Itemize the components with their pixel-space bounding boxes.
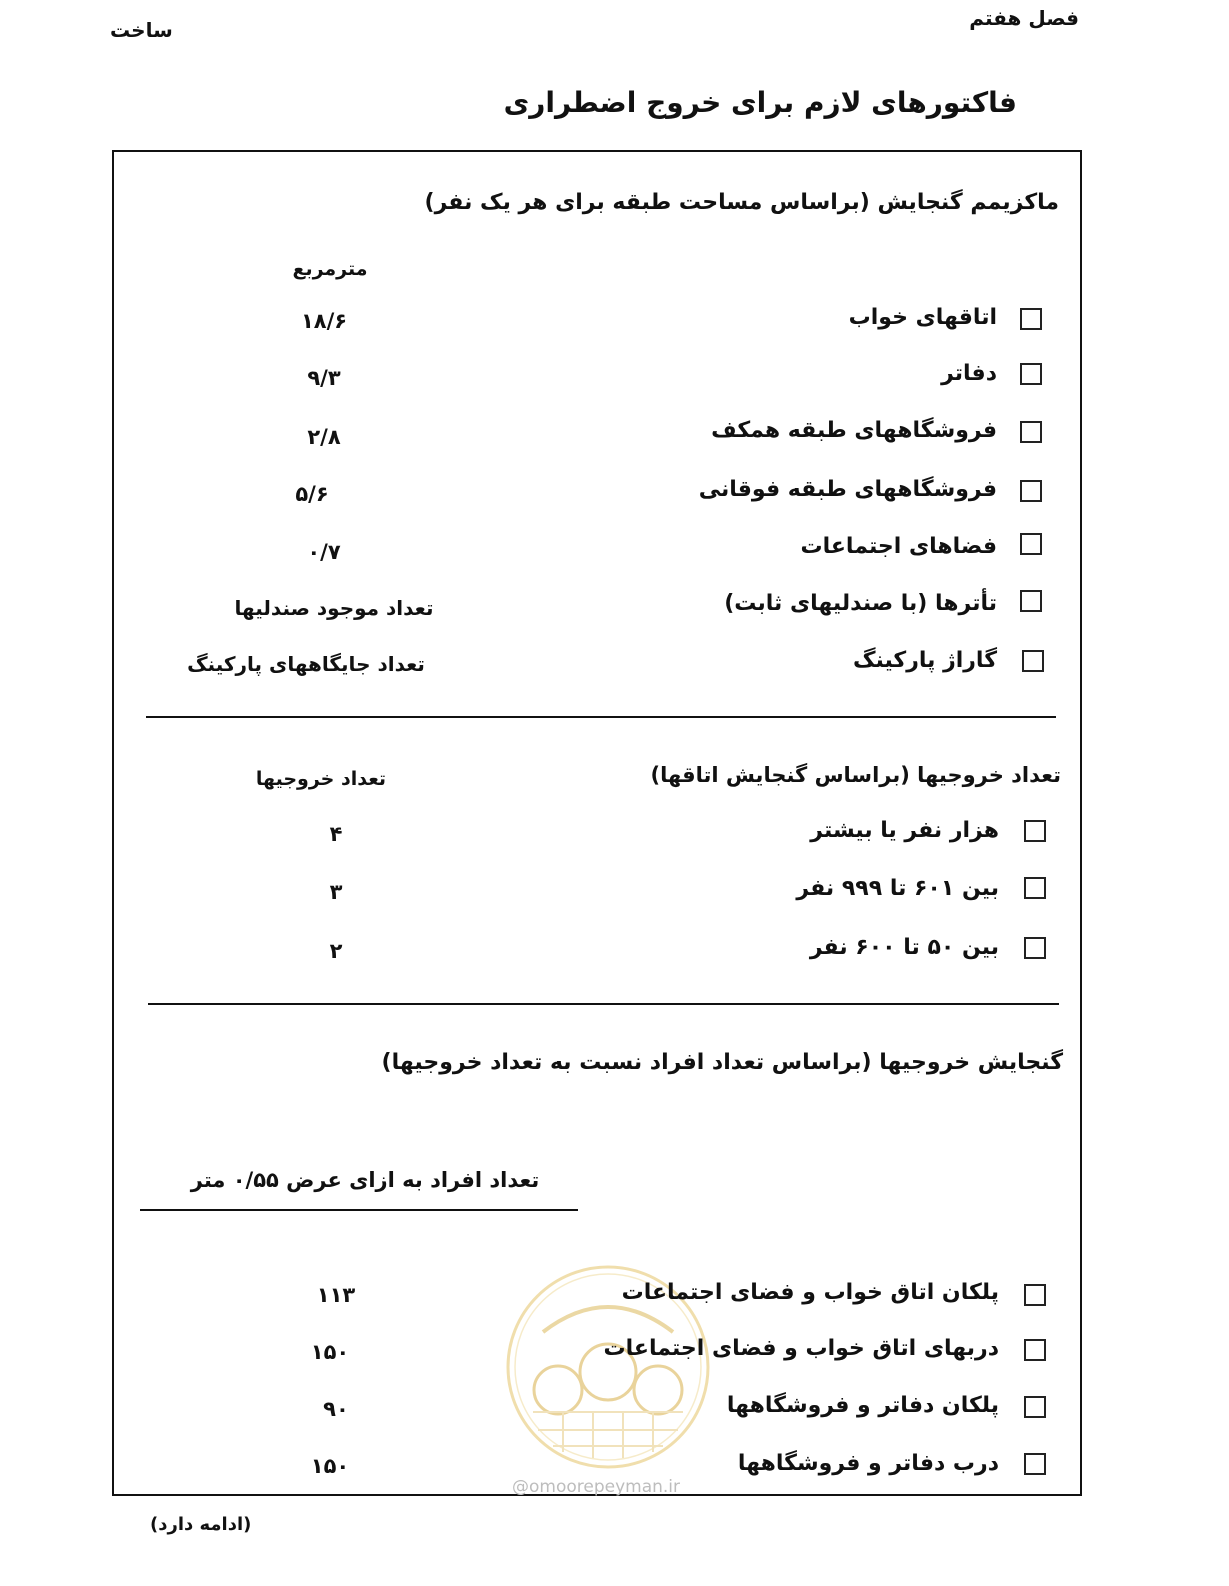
checkbox-1000-or-more[interactable]: [1024, 820, 1046, 842]
section3-row-label: درب دفاتر و فروشگاهها: [737, 1451, 999, 1476]
section1-column-header: مترمربع: [292, 258, 368, 280]
page-title: فاکتورهای لازم برای خروج اضطراری: [503, 86, 1017, 119]
checkbox-office-shop-doors[interactable]: [1024, 1453, 1046, 1475]
section2-row-label: بین ۶۰۱ تا ۹۹۹ نفر: [796, 876, 999, 901]
divider: [146, 716, 1056, 718]
checkbox-bedrooms[interactable]: [1020, 308, 1042, 330]
subheader-underline: [140, 1209, 578, 1211]
checkbox-ground-floor-shops[interactable]: [1020, 421, 1042, 443]
section1-row-value: ۹/۳: [307, 366, 341, 390]
section3-row-label: دربهای اتاق خواب و فضای اجتماعات: [603, 1336, 999, 1361]
section3-row-value: ۱۵۰: [310, 1454, 350, 1478]
section2-row-value: ۲: [329, 939, 343, 963]
checkbox-upper-floor-shops[interactable]: [1020, 480, 1042, 502]
watermark-url: @omoorepeyman.ir: [512, 1477, 681, 1497]
section2-row-label: هزار نفر یا بیشتر: [810, 818, 999, 843]
checkbox-offices[interactable]: [1020, 363, 1042, 385]
divider: [148, 1003, 1059, 1005]
section3-title: گنجایش خروجیها (براساس تعداد افراد نسبت به تعداد خروجیها): [381, 1050, 1063, 1075]
section1-row-value: ۲/۸: [307, 425, 341, 449]
section2-row-value: ۳: [329, 880, 343, 904]
topic-label: ساخت: [110, 18, 173, 42]
section3-row-label: پلکان اتاق خواب و فضای اجتماعات: [621, 1280, 999, 1305]
checkbox-bedroom-assembly-stairs[interactable]: [1024, 1284, 1046, 1306]
checkbox-601-999[interactable]: [1024, 877, 1046, 899]
section1-title: ماکزیمم گنجایش (براساس مساحت طبقه برای هر یک نفر): [424, 190, 1059, 215]
checkbox-50-600[interactable]: [1024, 937, 1046, 959]
continued-note: (ادامه دارد): [150, 1514, 252, 1535]
checkbox-theaters[interactable]: [1020, 590, 1042, 612]
section2-title: تعداد خروجیها (براساس گنجایش اتاقها): [650, 763, 1061, 787]
section1-row-label: فروشگاههای طبقه فوقانی: [698, 477, 997, 502]
section1-row-label: گاراژ پارکینگ: [852, 648, 997, 673]
section1-row-label: تأترها (با صندلیهای ثابت): [724, 591, 997, 616]
section3-row-label: پلکان دفاتر و فروشگاهها: [726, 1393, 999, 1418]
section1-row-value: تعداد موجود صندلیها: [234, 596, 434, 620]
section1-row-label: دفاتر: [941, 361, 997, 386]
section1-row-value: ۰/۷: [307, 540, 341, 564]
section3-subheader: تعداد افراد به ازای عرض ۰/۵۵ متر: [190, 1168, 540, 1192]
section2-column-header: تعداد خروجیها: [255, 768, 387, 790]
section3-row-value: ۱۵۰: [310, 1340, 350, 1364]
section3-row-value: ۱۱۳: [316, 1283, 356, 1307]
section1-row-label: فضاهای اجتماعات: [800, 534, 997, 559]
section1-row-label: فروشگاههای طبقه همکف: [711, 418, 997, 443]
section2-row-value: ۴: [329, 822, 343, 846]
section1-row-value: ۵/۶: [295, 482, 329, 506]
section1-row-value: تعداد جایگاههای پارکینگ: [187, 652, 425, 676]
section1-row-label: اتاقهای خواب: [848, 305, 997, 330]
section3-row-value: ۹۰: [323, 1397, 349, 1421]
section1-row-value: ۱۸/۶: [300, 309, 348, 333]
checkbox-office-shop-stairs[interactable]: [1024, 1396, 1046, 1418]
chapter-label: فصل هفتم: [969, 6, 1079, 30]
section2-row-label: بین ۵۰ تا ۶۰۰ نفر: [809, 935, 999, 960]
checkbox-parking-garage[interactable]: [1022, 650, 1044, 672]
checkbox-assembly-spaces[interactable]: [1020, 533, 1042, 555]
checkbox-bedroom-assembly-doors[interactable]: [1024, 1339, 1046, 1361]
